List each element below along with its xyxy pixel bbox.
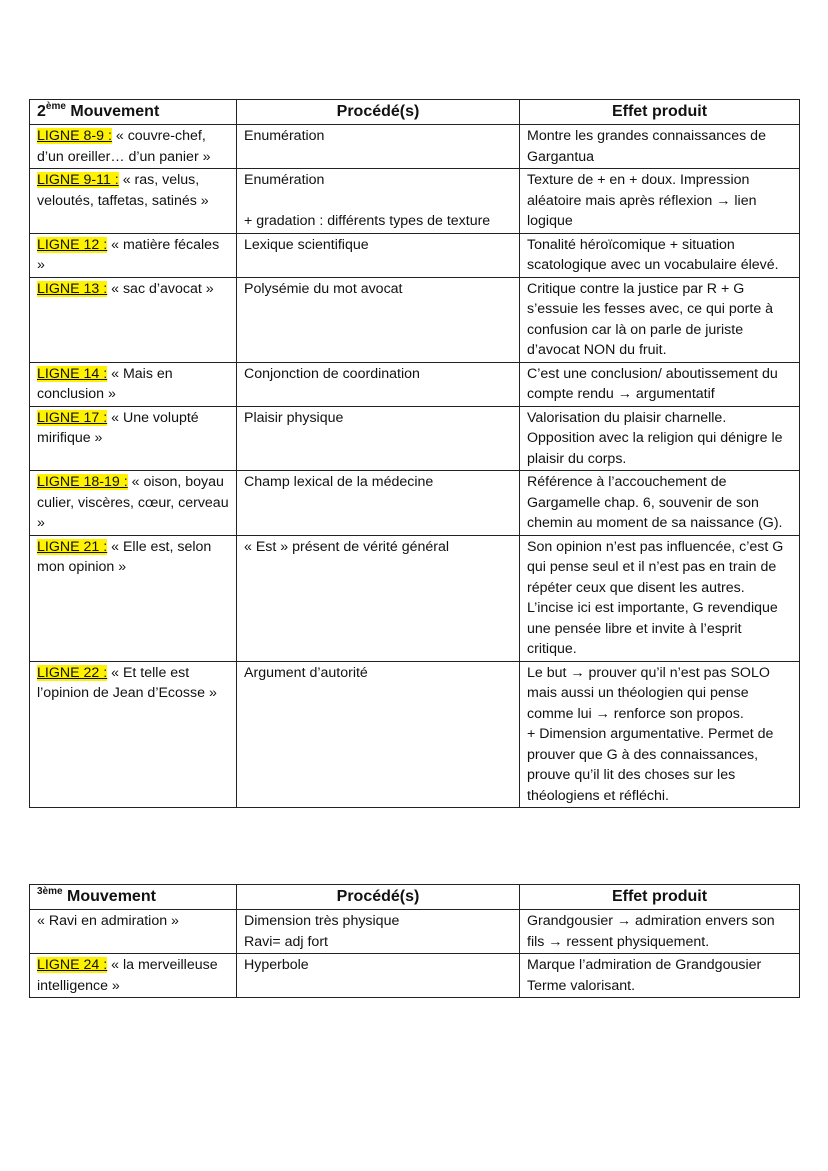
quote-cell bbox=[30, 277, 237, 362]
movement-heading: 2ème Mouvement bbox=[30, 100, 237, 125]
quote-cell bbox=[30, 471, 237, 536]
procedes-heading: Procédé(s) bbox=[237, 885, 520, 910]
quote-text: « Une volupté mirifique » bbox=[37, 409, 199, 446]
movement-2-table bbox=[29, 99, 800, 808]
line-reference: LIGNE 13 : bbox=[37, 280, 108, 297]
procede-cell: Enumération + gradation : différents types de texture bbox=[237, 169, 520, 234]
quote-cell bbox=[30, 406, 237, 471]
effet-cell: Montre les grandes connaissances de Gargantua bbox=[520, 125, 800, 169]
table-row bbox=[30, 362, 800, 406]
procedes-heading: Procédé(s) bbox=[237, 100, 520, 125]
quote-text: « matière fécales » bbox=[37, 236, 220, 273]
table-row bbox=[30, 233, 800, 277]
effet-cell: Le but → prouver qu’il n’est pas SOLO mais aussi un théologien qui pense comme lui → renforce son propos. + Dimension argumentative. Permet de prouver que G à des connaissances, prouve qu’il lit des choses sur les théologiens et réfléchi. bbox=[520, 661, 800, 808]
procede-cell: Hyperbole bbox=[237, 954, 520, 998]
effet-heading: Effet produit bbox=[520, 885, 800, 910]
line-reference: LIGNE 8-9 : bbox=[37, 128, 112, 144]
table-row bbox=[30, 471, 800, 536]
procede-cell: Enumération bbox=[237, 125, 520, 169]
quote-text: « Ravi en admiration » bbox=[37, 913, 179, 929]
table-header-row bbox=[30, 100, 800, 125]
procede-cell: Dimension très physique Ravi= adj fort bbox=[237, 910, 520, 954]
effet-heading: Effet produit bbox=[520, 100, 800, 125]
table-header-row bbox=[30, 885, 800, 910]
effet-cell: Valorisation du plaisir charnelle. Opposition avec la religion qui dénigre le plaisir du corps. bbox=[520, 406, 800, 471]
quote-cell bbox=[30, 910, 237, 954]
movement-heading: $^{3ème}$ Mouvement bbox=[30, 885, 237, 910]
quote-text: « Elle est, selon mon opinion » bbox=[37, 538, 212, 575]
quote-text: « ras, velus, veloutés, taffetas, satinés » bbox=[37, 172, 209, 209]
quote-text: « couvre-chef, d’un oreiller… d’un panier » bbox=[37, 128, 211, 165]
quote-text: « sac d’avocat » bbox=[107, 280, 214, 297]
quote-cell bbox=[30, 169, 237, 234]
line-reference: LIGNE 21 : bbox=[37, 538, 108, 555]
effet-cell: C’est une conclusion/ aboutissement du compte rendu → argumentatif bbox=[520, 362, 800, 406]
line-reference: LIGNE 24 : bbox=[37, 957, 108, 973]
procede-cell: Plaisir physique bbox=[237, 406, 520, 471]
quote-cell bbox=[30, 125, 237, 169]
quote-cell bbox=[30, 661, 237, 808]
movement-3-table bbox=[29, 884, 800, 998]
quote-text: « la merveilleuse intelligence » bbox=[37, 957, 218, 994]
quote-cell bbox=[30, 362, 237, 406]
table-row bbox=[30, 910, 800, 954]
effet-cell: Critique contre la justice par R + G s’essuie les fesses avec, ce qui porte à confusion car là on parle de juriste d’avocat NON du fruit. bbox=[520, 277, 800, 362]
quote-cell bbox=[30, 535, 237, 661]
quote-text: « oison, boyau culier, viscères, cœur, cerveau » bbox=[37, 474, 229, 531]
table-row bbox=[30, 277, 800, 362]
procede-cell: Champ lexical de la médecine bbox=[237, 471, 520, 536]
line-reference: LIGNE 22 : bbox=[37, 664, 108, 681]
superscript-ordinal: 3ème bbox=[37, 885, 63, 897]
procede-cell: « Est » présent de vérité général bbox=[237, 535, 520, 661]
line-reference: LIGNE 17 : bbox=[37, 409, 108, 426]
table-row bbox=[30, 535, 800, 661]
quote-text: « Mais en conclusion » bbox=[37, 365, 173, 402]
quote-cell bbox=[30, 233, 237, 277]
table-row bbox=[30, 661, 800, 808]
superscript-ordinal: ème bbox=[45, 100, 66, 112]
table-row bbox=[30, 169, 800, 234]
quote-cell bbox=[30, 954, 237, 998]
line-reference: LIGNE 9-11 : bbox=[37, 172, 119, 188]
effet-cell: Marque l’admiration de Grandgousier Terme valorisant. bbox=[520, 954, 800, 998]
line-reference: LIGNE 14 : bbox=[37, 365, 108, 382]
line-reference: LIGNE 12 : bbox=[37, 236, 108, 253]
procede-cell: Argument d’autorité bbox=[237, 661, 520, 808]
table-row bbox=[30, 125, 800, 169]
quote-text: « Et telle est l’opinion de Jean d’Ecosse » bbox=[37, 664, 217, 701]
effet-cell: Tonalité héroïcomique + situation scatologique avec un vocabulaire élevé. bbox=[520, 233, 800, 277]
table-row bbox=[30, 954, 800, 998]
procede-cell: Polysémie du mot avocat bbox=[237, 277, 520, 362]
table-row bbox=[30, 406, 800, 471]
effet-cell: Référence à l’accouchement de Gargamelle chap. 6, souvenir de son chemin au moment de sa naissance (G). bbox=[520, 471, 800, 536]
effet-cell: Grandgousier → admiration envers son fils → ressent physiquement. bbox=[520, 910, 800, 954]
effet-cell: Texture de + en + doux. Impression aléatoire mais après réflexion → lien logique bbox=[520, 169, 800, 234]
procede-cell: Lexique scientifique bbox=[237, 233, 520, 277]
procede-cell: Conjonction de coordination bbox=[237, 362, 520, 406]
line-reference: LIGNE 18-19 : bbox=[37, 474, 128, 490]
effet-cell: Son opinion n’est pas influencée, c’est G qui pense seul et il n’est pas en train de répéter ceux que disent les autres. L’incise ici est importante, G revendique une pensée libre et invite à l’esprit critique. bbox=[520, 535, 800, 661]
